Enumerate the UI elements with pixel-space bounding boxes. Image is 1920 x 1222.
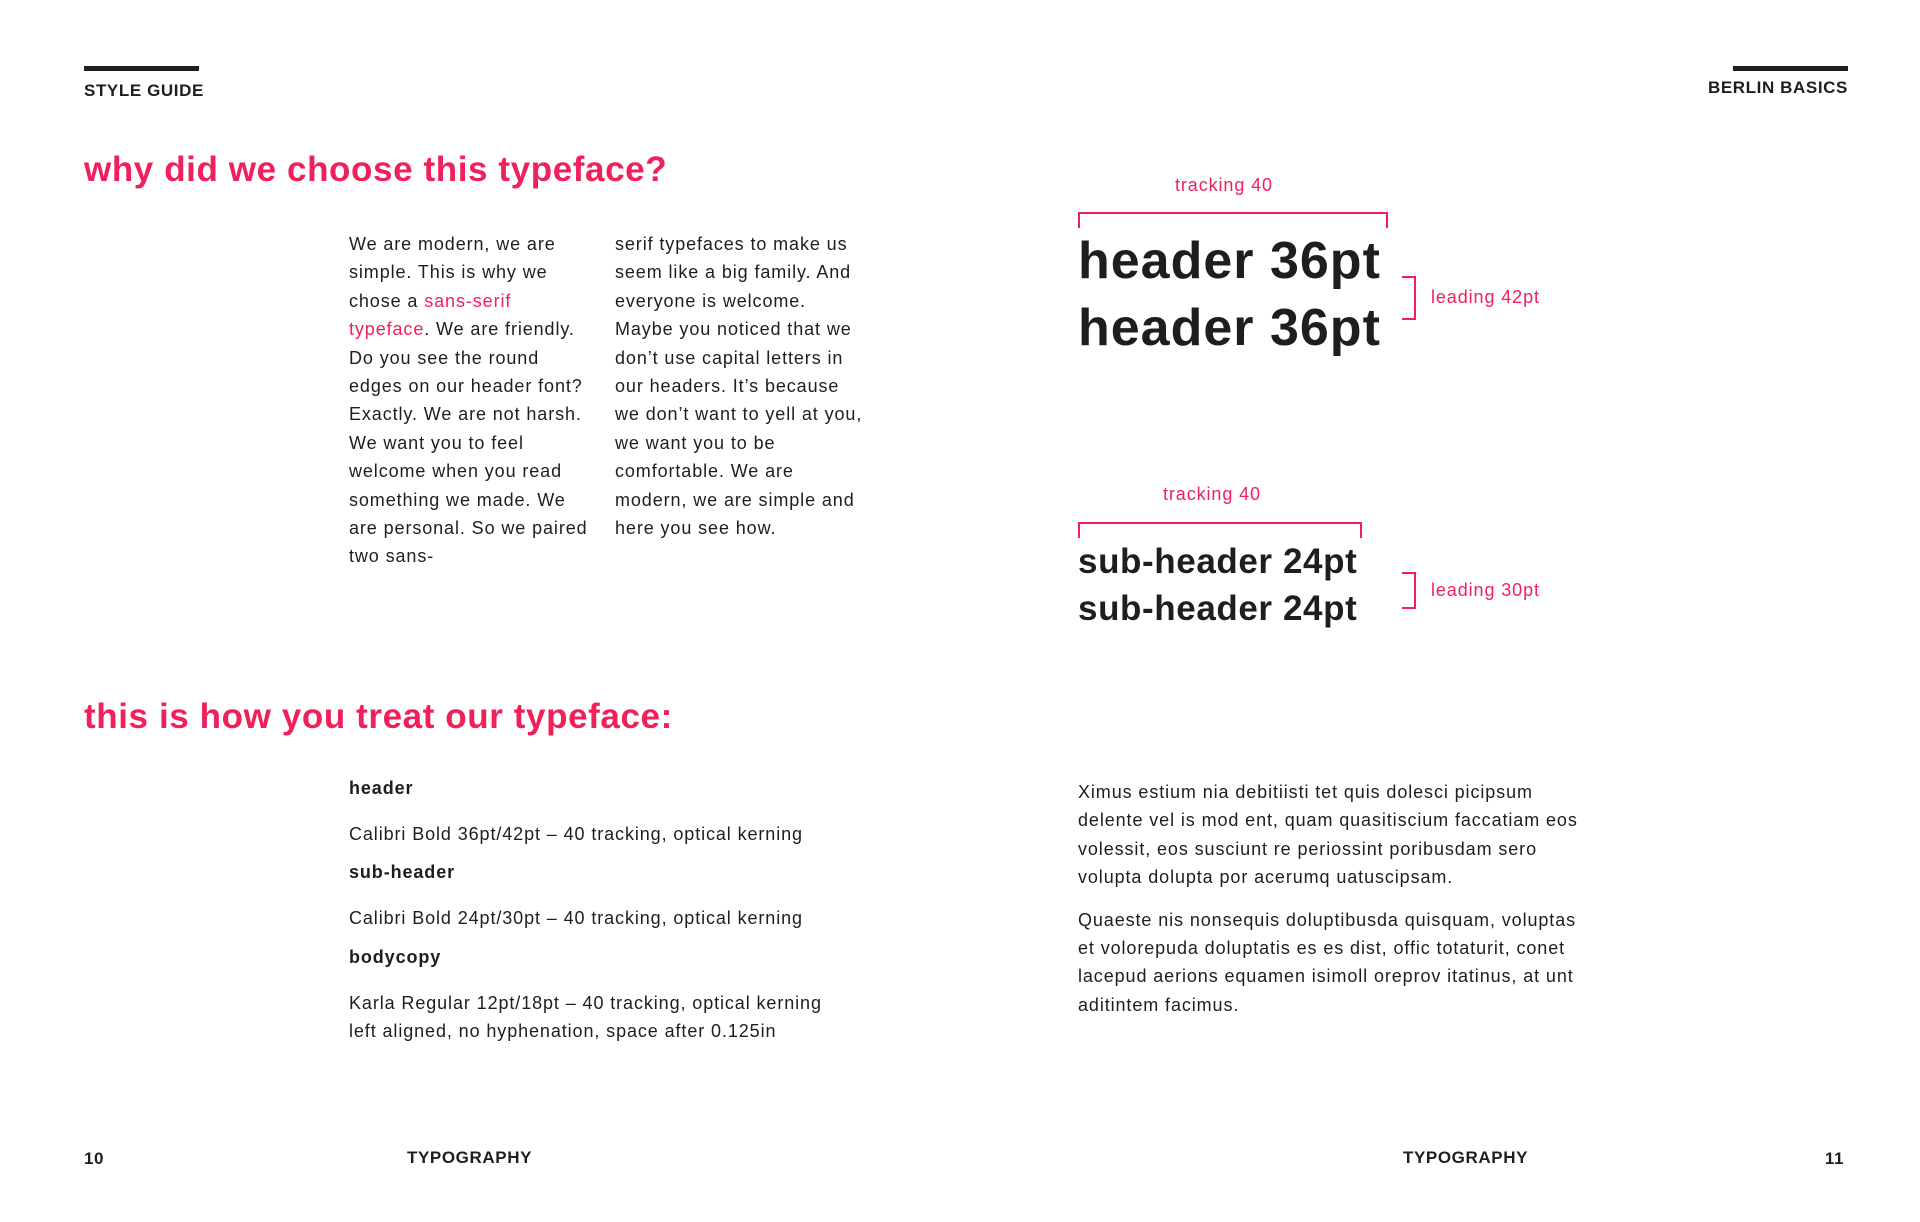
body-text-after-link: . We are friendly. Do you see the round edges on our header font? Exactly. We are not harsh. We want you to feel welcome when you read something we made. We are personal. So we paired two sans- (349, 319, 588, 567)
spec-text-header: Calibri Bold 36pt/42pt – 40 tracking, optical kerning (349, 824, 803, 844)
body-column-1 (349, 230, 591, 571)
subheader-tracking-label: tracking 40 (1163, 484, 1261, 504)
body-column-2 (615, 230, 865, 542)
header-sample (1078, 228, 1381, 362)
header-rule-right (1733, 66, 1848, 71)
page-number-right: 11 (1824, 1149, 1844, 1168)
typeface-specs (349, 778, 869, 1046)
lorem-paragraph-1: Ximus estium nia debitiisti tet quis dolesci picipsum delente vel is mod ent, quam quasitiscium faccatiam eos volessit, eos susciunt re periossint poribusdam sero volupta dolupta por acerumq uatuscipsam. (1078, 782, 1578, 888)
spec-title-header: header (349, 778, 414, 798)
subheader-sample (1078, 538, 1357, 632)
footer-section-left: TYPOGRAPHY (407, 1148, 533, 1167)
page-number-left: 10 (84, 1149, 105, 1168)
header-leading-label: leading 42pt (1431, 287, 1540, 307)
berlin-basics-label: BERLIN BASICS (1707, 78, 1848, 97)
header-leading-bracket (1402, 276, 1416, 320)
header-rule-left (84, 66, 199, 71)
subheader-tracking-bracket (1078, 522, 1362, 538)
spec-text-subheader: Calibri Bold 24pt/30pt – 40 tracking, optical kerning (349, 908, 803, 929)
footer-section-right: TYPOGRAPHY (1403, 1148, 1529, 1167)
header-tracking-label: tracking 40 (1175, 175, 1273, 195)
sans-serif-link[interactable]: sans-serif typeface (349, 290, 512, 340)
spec-text-bodycopy: Karla Regular 12pt/18pt – 40 tracking, optical kerning left aligned, no hyphenation, space after 0.125in (349, 992, 822, 1042)
body-paragraph-1 (349, 230, 591, 571)
subheader-sample-line-2: sub-header 24pt (1078, 589, 1358, 628)
header-tracking-bracket (1078, 212, 1388, 228)
spec-title-bodycopy: bodycopy (349, 946, 442, 967)
lorem-block (1078, 778, 1578, 1019)
header-sample-line-1: header 36pt (1078, 232, 1381, 290)
header-sample-line-2: header 36pt (1078, 299, 1381, 357)
body-text-before-link: We are modern, we are simple. This is why we chose a (349, 234, 556, 311)
spec-title-subheader: sub-header (349, 862, 456, 883)
body-paragraph-2: serif typefaces to make us seem like a big family. And everyone is welcome. Maybe you noticed that we don’t use capital letters in our headers. It’s because we don’t want to yell at you, we want you to be comfortable. We are modern, we are simple and here you see how. (615, 234, 863, 539)
subheader-sample-line-1: sub-header 24pt (1078, 542, 1358, 581)
section-title-why: why did we choose this typeface? (84, 150, 668, 189)
style-guide-label: STYLE GUIDE (84, 81, 204, 100)
lorem-paragraph-2: Quaeste nis nonsequis doluptibusda quisquam, voluptas et volorepuda doluptatis es es dist, offic totaturit, conet lacepud aerions equamen isimoll oreprov itatinus, at unt aditintem facimus. (1078, 909, 1576, 1015)
subheader-leading-label: leading 30pt (1431, 580, 1540, 600)
section-title-treat: this is how you treat our typeface: (84, 697, 673, 736)
subheader-leading-bracket (1402, 572, 1416, 609)
